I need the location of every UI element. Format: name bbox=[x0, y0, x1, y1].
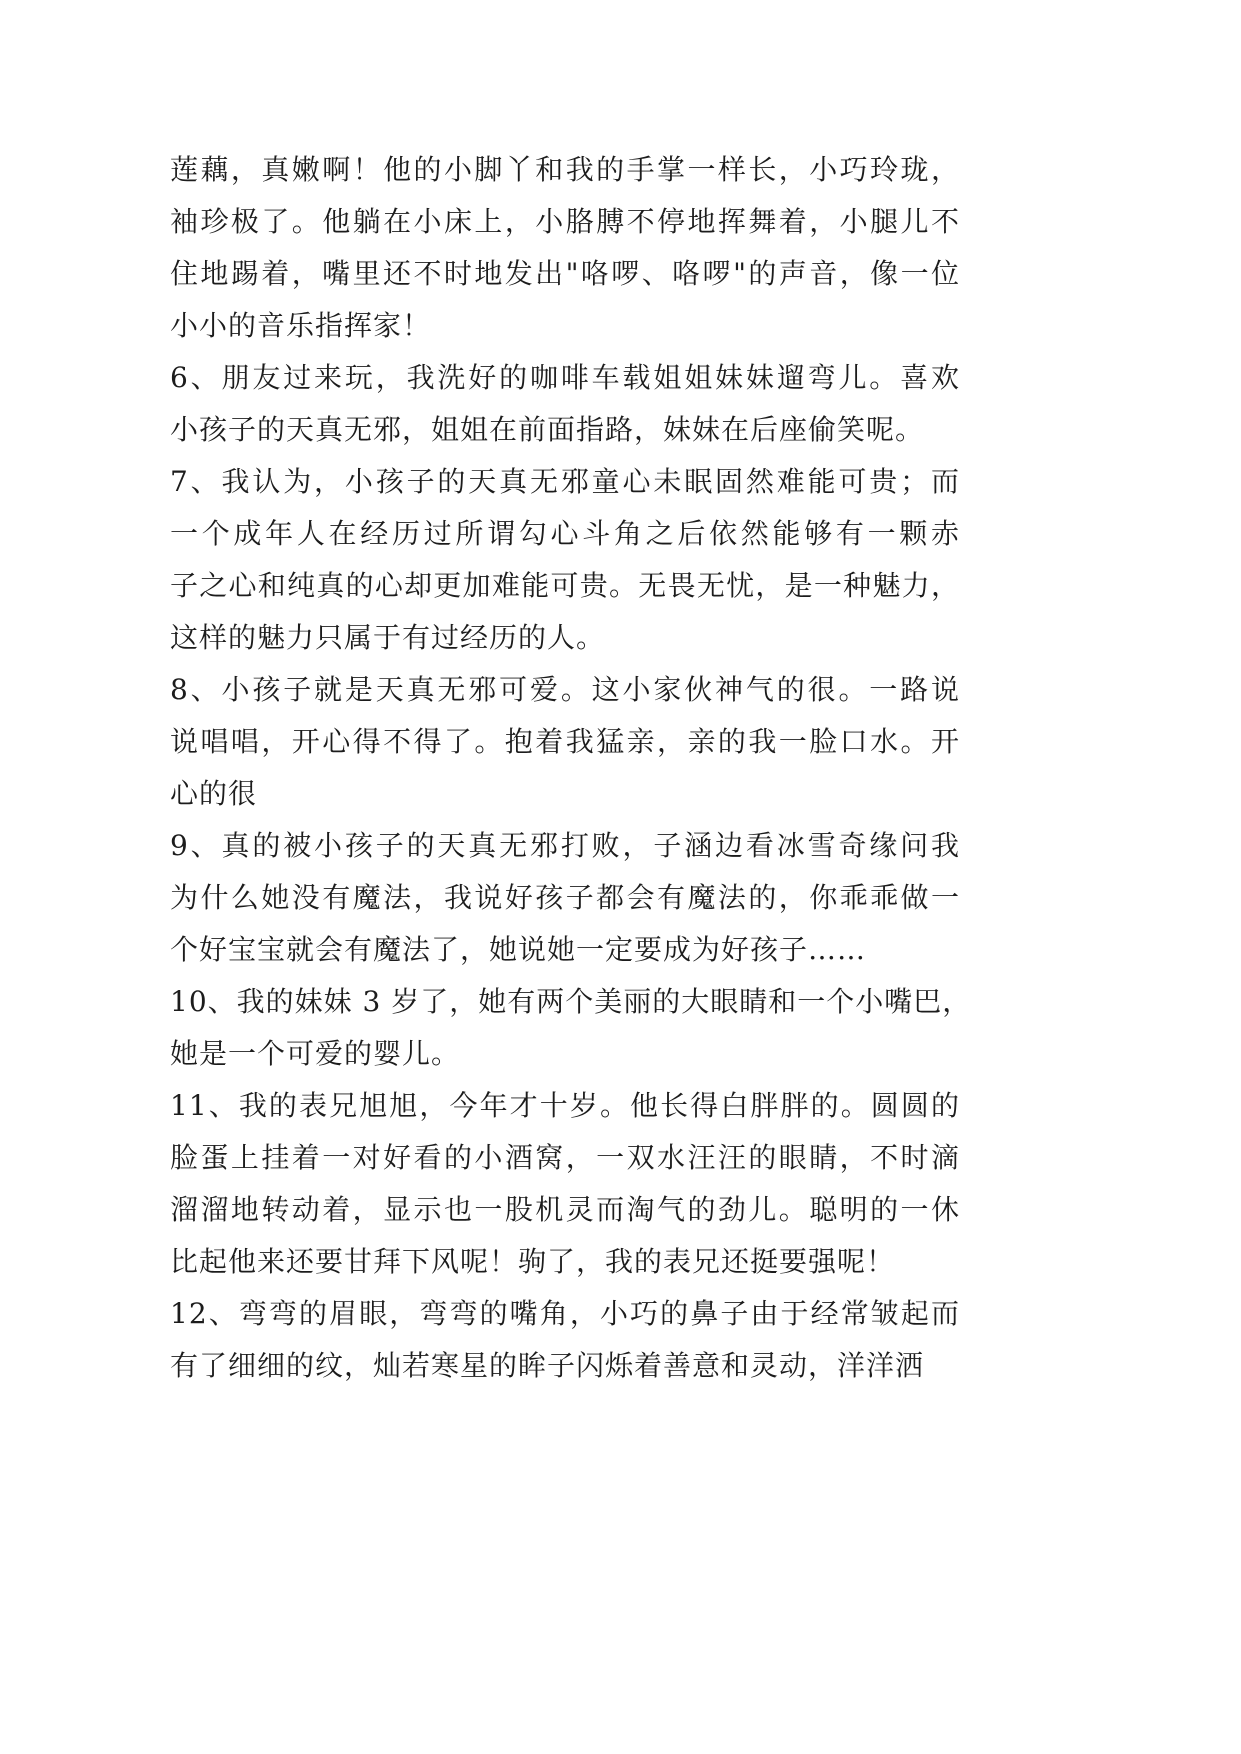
text-line: 一个成年人在经历过所谓勾心斗角之后依然能够有一颗赤 bbox=[170, 517, 960, 550]
text-line: 莲藕，真嫩啊！他的小脚丫和我的手掌一样长，小巧玲珑， bbox=[170, 153, 960, 186]
text-line: 住地踢着，嘴里还不时地发出"咯啰、咯啰"的声音，像一位 bbox=[170, 257, 960, 290]
text-line: 说唱唱，开心得不得了。抱着我猛亲，亲的我一脸口水。开 bbox=[170, 725, 960, 758]
text-line: 9、真的被小孩子的天真无邪打败，子涵边看冰雪奇缘问我 bbox=[170, 829, 960, 862]
text-line: 袖珍极了。他躺在小床上，小胳膊不停地挥舞着，小腿儿不 bbox=[170, 205, 960, 238]
text-line: 小孩子的天真无邪，姐姐在前面指路，妹妹在后座偷笑呢。 bbox=[170, 413, 925, 446]
paragraph bbox=[170, 352, 960, 456]
paragraph bbox=[170, 456, 960, 664]
text-line: 子之心和纯真的心却更加难能可贵。无畏无忧，是一种魅力， bbox=[170, 569, 960, 602]
text-line: 6、朋友过来玩，我洗好的咖啡车载姐姐妹妹遛弯儿。喜欢 bbox=[170, 361, 960, 394]
text-line: 12、弯弯的眉眼，弯弯的嘴角，小巧的鼻子由于经常皱起而 bbox=[170, 1297, 960, 1330]
body-text bbox=[170, 144, 972, 1392]
text-line: 这样的魅力只属于有过经历的人。 bbox=[170, 621, 606, 654]
paragraph bbox=[170, 1080, 960, 1288]
paragraph bbox=[170, 976, 972, 1080]
paragraph bbox=[170, 664, 960, 820]
text-line: 溜溜地转动着，显示也一股机灵而淘气的劲儿。聪明的一休 bbox=[170, 1193, 960, 1226]
text-line: 她是一个可爱的婴儿。 bbox=[170, 1037, 461, 1070]
text-line: 11、我的表兄旭旭，今年才十岁。他长得白胖胖的。圆圆的 bbox=[170, 1089, 960, 1122]
text-line: 10、我的妹妹 3 岁了，她有两个美丽的大眼睛和一个小嘴巴， bbox=[170, 985, 972, 1018]
paragraph bbox=[170, 820, 960, 976]
text-line: 小小的音乐指挥家！ bbox=[170, 309, 432, 342]
text-line: 8、小孩子就是天真无邪可爱。这小家伙神气的很。一路说 bbox=[170, 673, 960, 706]
paragraph bbox=[170, 144, 960, 352]
text-line: 为什么她没有魔法，我说好孩子都会有魔法的，你乖乖做一 bbox=[170, 881, 960, 914]
text-line: 比起他来还要甘拜下风呢！驹了，我的表兄还挺要强呢！ bbox=[170, 1245, 896, 1278]
text-line: 7、我认为，小孩子的天真无邪童心未眠固然难能可贵；而 bbox=[170, 465, 960, 498]
text-line: 脸蛋上挂着一对好看的小酒窝，一双水汪汪的眼睛，不时滴 bbox=[170, 1141, 960, 1174]
text-line: 心的很 bbox=[170, 777, 258, 810]
text-line: 有了细细的纹，灿若寒星的眸子闪烁着善意和灵动，洋洋洒 bbox=[170, 1349, 925, 1382]
text-line: 个好宝宝就会有魔法了，她说她一定要成为好孩子…… bbox=[170, 933, 867, 966]
paragraph bbox=[170, 1288, 960, 1392]
